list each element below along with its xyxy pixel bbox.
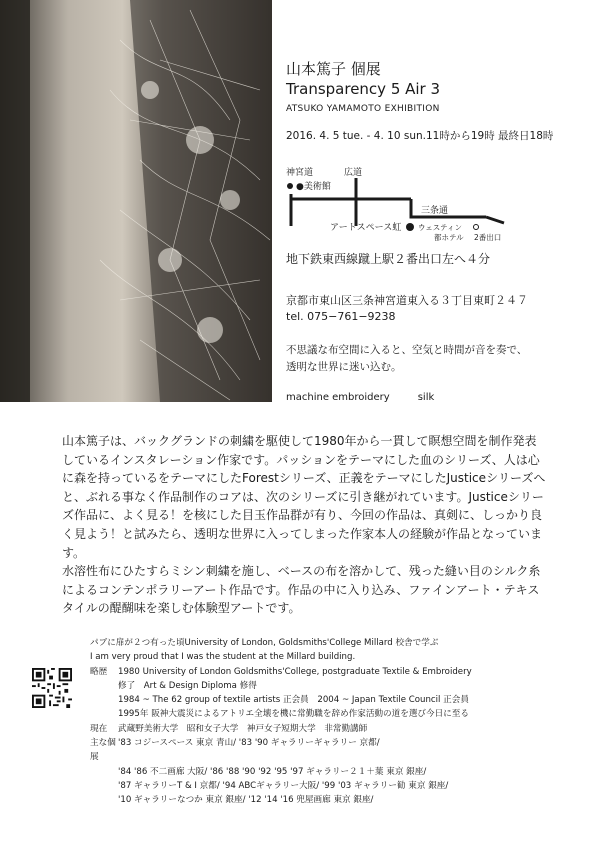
artist-title: 山本篤子 個展 (286, 60, 381, 78)
profile-row (90, 793, 570, 807)
exhibition-title: Transparency 5 Air 3 (286, 80, 441, 98)
profile-label (90, 707, 118, 721)
profile-label (90, 679, 118, 693)
thread-installation-image (0, 0, 272, 402)
map-dot (287, 183, 293, 189)
profile-label (90, 779, 118, 793)
profile-text: 修了 Art & Design Diploma 修得 (118, 680, 257, 691)
profile-text: '83 コジースペース 東京 青山/ '83 '90 ギャラリーギャラリー 京都/ (118, 738, 380, 749)
profile-text: 武蔵野美術大学 昭和女子大学 神戸女子短期大学 非常勤講師 (118, 723, 368, 734)
profile-intro-jp: パブに扉が２つ有った頃University of London, Goldsmiths'College Millard 校舎で学ぶ (90, 638, 439, 648)
map-station-marker (474, 225, 479, 230)
map-label-sanjo: 三条通 (421, 206, 449, 216)
map-label-jingu: 神宮道 (286, 168, 314, 178)
map-label-venue: アートスペース虹 (330, 223, 402, 233)
map-road-end (486, 217, 504, 223)
profile-row (90, 665, 570, 679)
profile-row (90, 779, 570, 793)
profile-text: 1995年 阪神大震災によるアトリエ全壊を機に常勤職を辞め作家活動の道を選び今日に至る (118, 709, 469, 720)
profile-text: '10 ギャラリーなつか 東京 銀座/ '12 '14 '16 兜屋画廊 東京 銀座/ (118, 795, 374, 806)
statement-paragraph-1: 山本篤子は、バックグランドの刺繍を駆使して1980年から一貫して瞑想空間を制作発表しているインスタレーション作家です。パッションをテーマにした血のシリーズ、人は心に森を持っているをテーマにしたForestシリーズ、正義をテーマにしたJusticeシリーズへと、ぶれる事なく作品制作のコアは、次のシリーズに引き継がれています。Justiceシリーズ作品に、よく見る！を核にした目玉作品群が有り、今回の作品は、真剣に、しっかり良く見よう！と試みたら、透明な世界に入ってしまった作家本人の経験が作品となっています。 (62, 434, 546, 560)
description-line-1: 不思議な布空間に入ると、空気と時間が音を奏で、 (286, 344, 528, 356)
profile-label: 略歴 (90, 666, 108, 677)
medium-line (286, 392, 434, 403)
profile-text: 1984 ~ The 62 group of textile artists 正会員 2004 ~ Japan Textile Council 正会員 (118, 695, 469, 706)
map-label-exit: 2番出口 (474, 233, 502, 242)
map-label-hiromichi: 広道 (344, 168, 363, 178)
profile-row (90, 736, 570, 765)
map-label-hotel: 都ホテル (434, 233, 464, 242)
venue-address: 京都市東山区三条神宮道東入る３丁目東町２４７ (286, 294, 528, 307)
map-label-westin: ウェスティン (418, 223, 462, 232)
exhibition-subtitle: ATSUKO YAMAMOTO EXHIBITION (286, 104, 440, 114)
access-map (286, 166, 586, 246)
profile-row (90, 693, 570, 707)
profile-row (90, 765, 570, 779)
profile-label (90, 765, 118, 779)
profile-row (90, 679, 570, 693)
description-line-2: 透明な世界に迷い込む。 (286, 361, 402, 373)
artist-profile (90, 636, 570, 808)
artist-statement (62, 432, 548, 618)
medium-embroidery: machine embroidery (286, 392, 390, 403)
map-venue-marker (406, 223, 414, 231)
exhibition-dates: 2016. 4. 5 tue. - 4. 10 sun.11時から19時 最終日18時 (286, 130, 554, 142)
access-directions: 地下鉄東西線蹴上駅２番出口左へ４分 (286, 252, 491, 266)
venue-tel: tel. 075−761−9238 (286, 310, 396, 323)
qr-code-icon (32, 668, 72, 708)
profile-label (90, 793, 118, 807)
profile-row (90, 722, 570, 736)
profile-row (90, 707, 570, 721)
profile-label: 主な個展 (90, 738, 116, 763)
profile-text: '84 '86 不二画廊 大阪/ '86 '88 '90 '92 '95 '97 ギャラリー２１＋葉 東京 銀座/ (118, 766, 427, 777)
profile-text: '87 ギャラリーT & I 京都/ '94 ABCギャラリー大阪/ '99 '03 ギャラリー勧 東京 銀座/ (118, 780, 449, 791)
profile-label (90, 693, 118, 707)
profile-intro-en: I am very proud that I was the student at the Millard building. (90, 652, 356, 663)
short-description (286, 342, 586, 376)
statement-paragraph-2: 水溶性布にひたすらミシン刺繍を施し、ベースの布を溶かして、残った縫い目のシルク糸によるコンテンポラリーアート作品です。作品の中に入り込み、ファインアート・テキスタイルの醍醐味を楽しむ体験型アートです。 (62, 564, 541, 616)
exhibition-photo (0, 0, 272, 402)
profile-text: 1980 University of London Goldsmiths'College, postgraduate Textile & Embroidery (118, 666, 472, 677)
profile-label: 現在 (90, 723, 108, 734)
map-label-museum: ●美術館 (296, 182, 331, 192)
medium-silk: silk (417, 392, 435, 403)
